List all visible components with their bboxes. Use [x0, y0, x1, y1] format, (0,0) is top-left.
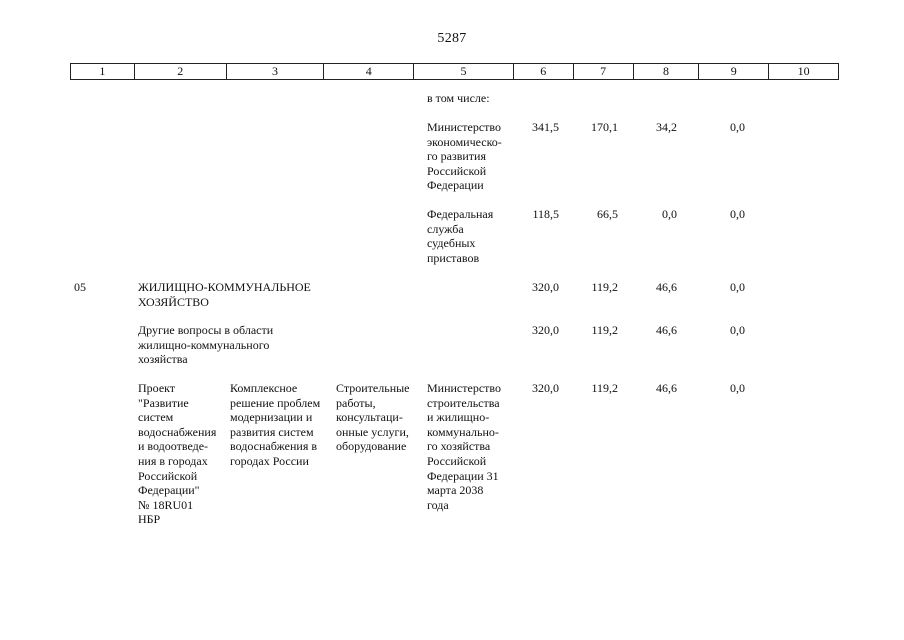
housing-section-col6: 320,0 — [532, 280, 559, 294]
column-header-6: 6 — [514, 64, 574, 79]
column-header-7: 7 — [574, 64, 634, 79]
bailiffs-col6: 118,5 — [532, 207, 559, 221]
project-name: Проект "Развитие систем водоснабжения и водоотведе- ния в городах Российской Федерации" № 18RU01 НБР — [138, 381, 217, 527]
column-header-2: 2 — [135, 64, 227, 79]
project-col8: 46,6 — [656, 381, 677, 395]
housing-section-code: 05 — [74, 280, 86, 294]
other-issues-col6: 320,0 — [532, 323, 559, 337]
bailiffs-col7: 66,5 — [597, 207, 618, 221]
housing-section-col9: 0,0 — [730, 280, 745, 294]
column-header-9: 9 — [699, 64, 769, 79]
project-col6: 320,0 — [532, 381, 559, 395]
ministry-econ-col9: 0,0 — [730, 120, 745, 134]
ministry-econ-col7: 170,1 — [591, 120, 618, 134]
project-purpose: Комплексное решение проблем модернизации и развития систем водоснабжения в городах России — [230, 381, 321, 468]
other-issues-col9: 0,0 — [730, 323, 745, 337]
project-expenses-type: Строительные работы, консультаци- онные услуги, оборудование — [336, 381, 410, 454]
column-header-4: 4 — [324, 64, 414, 79]
housing-section-col8: 46,6 — [656, 280, 677, 294]
table-header-row — [70, 63, 839, 80]
project-col9: 0,0 — [730, 381, 745, 395]
page-number: 5287 — [437, 31, 467, 46]
project-executor: Министерство строительства и жилищно- коммунально- го хозяйства Российской Федерации 31 марта 2038 года — [427, 381, 501, 512]
ministry-econ-name: Министерство экономическо- го развития Российской Федерации — [427, 120, 502, 193]
other-issues-col8: 46,6 — [656, 323, 677, 337]
including-label: в том числе: — [427, 91, 490, 105]
column-header-10: 10 — [797, 64, 810, 78]
ministry-econ-col8: 34,2 — [656, 120, 677, 134]
column-header-5: 5 — [414, 64, 514, 79]
bailiffs-name: Федеральная служба судебных приставов — [427, 207, 494, 265]
column-header-1: 1 — [71, 64, 135, 79]
column-header-3: 3 — [227, 64, 325, 79]
housing-section-title: ЖИЛИЩНО-КОММУНАЛЬНОЕ ХОЗЯЙСТВО — [138, 280, 311, 309]
column-header-8: 8 — [634, 64, 700, 79]
other-issues-col7: 119,2 — [591, 323, 618, 337]
other-issues-title: Другие вопросы в области жилищно-коммунального хозяйства — [138, 323, 274, 367]
bailiffs-col8: 0,0 — [662, 207, 677, 221]
ministry-econ-col6: 341,5 — [532, 120, 559, 134]
housing-section-col7: 119,2 — [591, 280, 618, 294]
project-col7: 119,2 — [591, 381, 618, 395]
bailiffs-col9: 0,0 — [730, 207, 745, 221]
